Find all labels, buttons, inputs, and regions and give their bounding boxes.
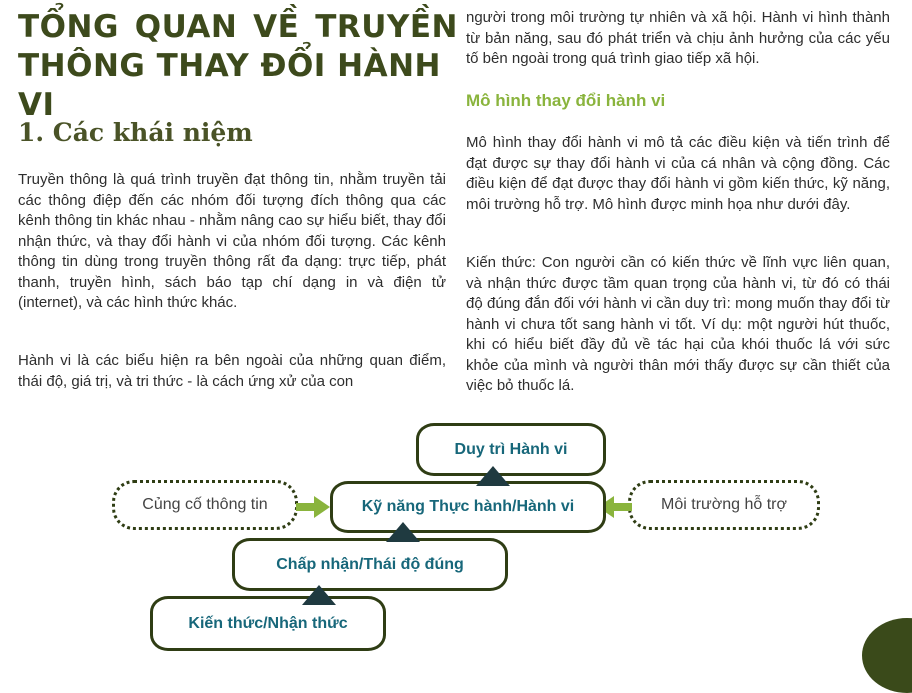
subheading-model: Mô hình thay đổi hành vi xyxy=(466,91,666,110)
paragraph-behavior: Hành vi là các biểu hiện ra bên ngoài của những quan điểm, thái độ, giá trị, và tri thức - là cách ứng xử của con xyxy=(18,352,446,390)
decorative-corner xyxy=(862,618,912,693)
arrow-right-icon xyxy=(296,496,332,518)
title-line-1: TỔNG QUAN VỀ TRUYỀN xyxy=(18,9,458,45)
paragraph-behavior-cont: người trong môi trường tự nhiên và xã hội. Hành vi hình thành từ bản năng, sau đó phát triển và chịu ảnh hưởng của các yếu tố bên ngoài trong quá trình giao tiếp xã hội. xyxy=(466,9,890,67)
paragraph-model: Mô hình thay đổi hành vi mô tả các điều kiện và tiến trình để đạt được sự thay đổi hành vi của cá nhân và cộng đồng. Các điều kiện để đạt được thay đổi hành vi gồm kiến thức, kỹ năng, môi trường hỗ trợ. Mô hình được minh họa như dưới đây. xyxy=(466,134,890,213)
page-title xyxy=(18,8,458,125)
step-knowledge-label: Kiến thức/Nhận thức xyxy=(188,614,348,632)
support-reinforce-info xyxy=(112,480,298,530)
step-acceptance-attitude xyxy=(232,538,508,591)
step-acceptance-label: Chấp nhận/Thái độ đúng xyxy=(276,555,464,573)
connector-triangle-icon xyxy=(476,466,510,486)
step-maintain-label: Duy trì Hành vi xyxy=(454,440,568,458)
section-heading: 1. Các khái niệm xyxy=(18,118,253,147)
paragraph-knowledge: Kiến thức: Con người cần có kiến thức về lĩnh vực liên quan, và nhận thức được tầm quan trọng của hành vi, từ đó có thái độ đúng đắn đối với hành vi cần duy trì: mong muốn thay đổi từ hành vi chưa tốt sang hành vi tốt. Ví dụ: một người hút thuốc, khi có hiểu biết đầy đủ về tác hại của khói thuốc lá với sức khỏe của mình và người thân mới thấy được sự cần thiết của việc bỏ thuốc lá. xyxy=(466,254,890,394)
step-skills-label: Kỹ năng Thực hành/Hành vi xyxy=(361,498,575,515)
connector-triangle-icon xyxy=(302,585,336,605)
support-environment xyxy=(628,480,820,530)
step-knowledge-awareness xyxy=(150,596,386,651)
connector-triangle-icon xyxy=(386,522,420,542)
paragraph-communication: Truyền thông là quá trình truyền đạt thông tin, nhằm truyền tải các thông điệp đến các nhóm đối tượng đích thông qua các kênh thông tin khác nhau - nhằm nâng cao sự hiểu biết, thay đổi nhận thức, và thay đổi hành vi của nhóm đối tượng. Các kênh thông tin dùng trong truyền thông rất đa dạng: trực tiếp, phát thanh, truyền hình, sách báo tạp chí dạng in và điện tử (internet), và các hình thức khác. xyxy=(18,171,446,311)
support-reinforce-label: Củng cố thông tin xyxy=(142,496,268,513)
step-maintain-behavior xyxy=(416,423,606,476)
title-line-2: THÔNG THAY ĐỔI HÀNH VI xyxy=(18,48,441,123)
support-environment-label: Môi trường hỗ trợ xyxy=(661,496,787,513)
step-skills-practice xyxy=(330,481,606,533)
